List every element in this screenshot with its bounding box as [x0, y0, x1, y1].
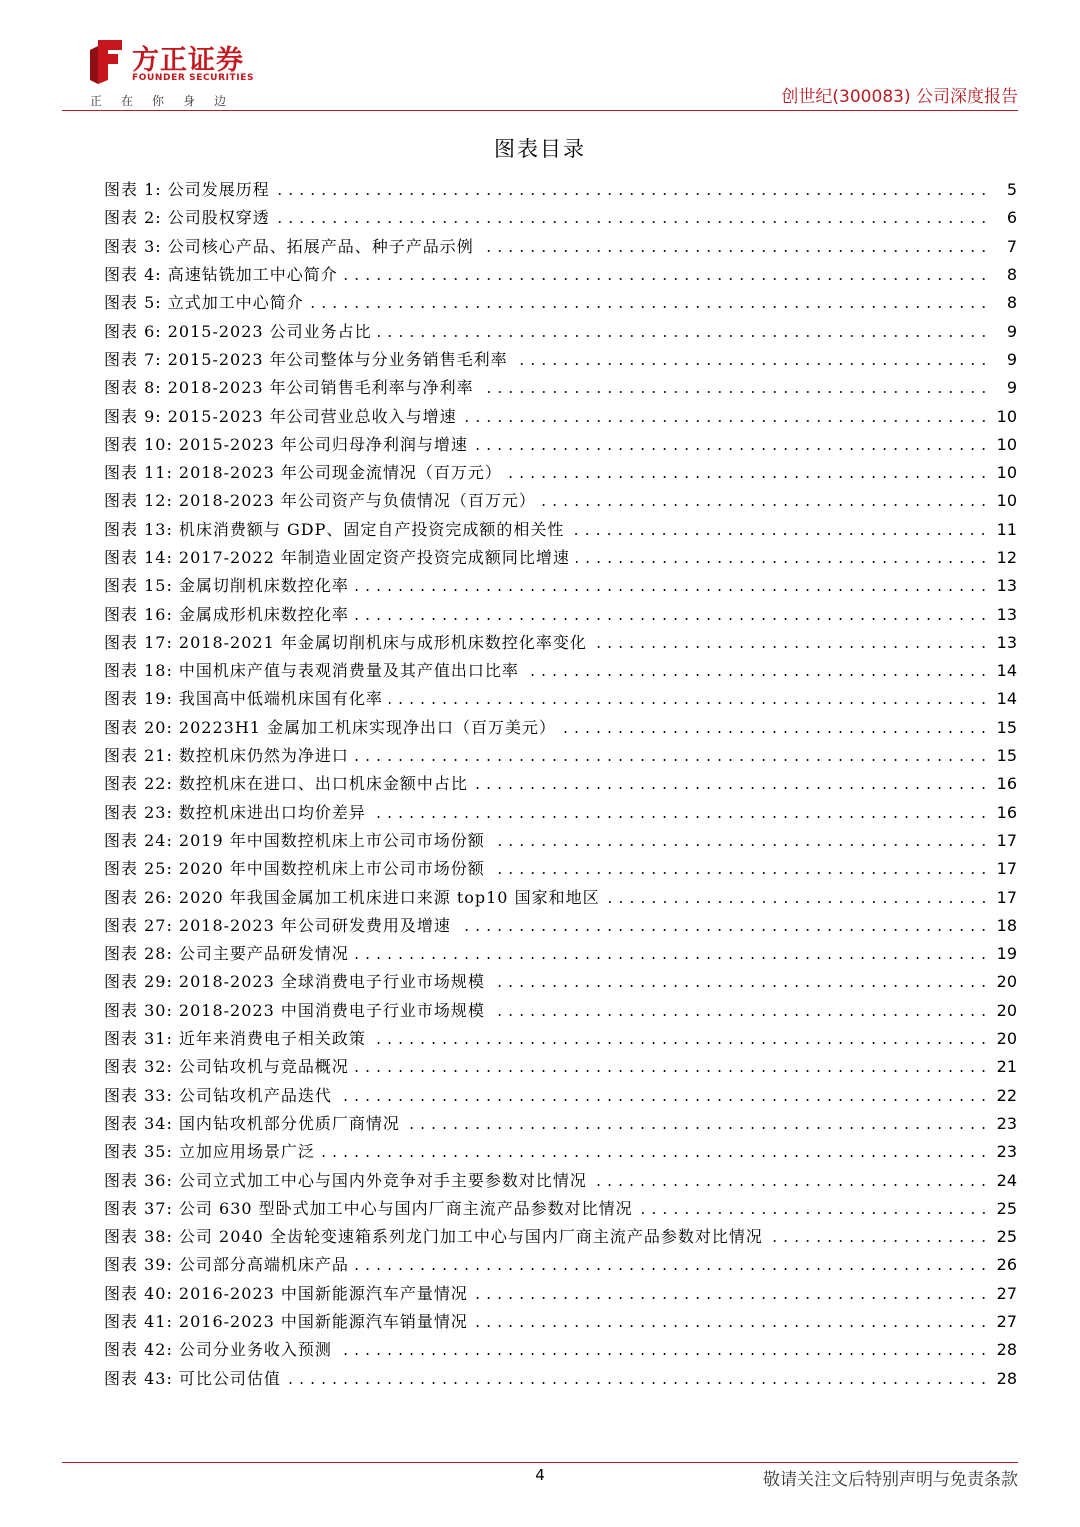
toc-entry-page[interactable]: 8: [1006, 265, 1017, 285]
toc-entry-label[interactable]: 图表 12: 2018-2023 年公司资产与负债情况（百万元）: [104, 491, 536, 511]
toc-entry-label[interactable]: 图表 6: 2015-2023 公司业务占比: [104, 321, 372, 341]
toc-entry-page[interactable]: 25: [996, 1198, 1017, 1218]
toc-entry[interactable]: [104, 600, 1017, 628]
toc-entry-page[interactable]: 15: [996, 746, 1017, 766]
brand-name-cn: 方正证券: [132, 45, 244, 76]
toc-entry-page[interactable]: 25: [996, 1227, 1017, 1247]
toc-dot-leader: [355, 589, 989, 591]
toc-entry[interactable]: [104, 883, 1017, 911]
toc-entry-page[interactable]: 24: [996, 1170, 1017, 1190]
toc-entry-page[interactable]: 20: [996, 972, 1017, 992]
toc-entry-page[interactable]: 5: [1006, 180, 1017, 200]
toc-dot-leader: [491, 872, 989, 874]
toc-entry-label[interactable]: 图表 3: 公司核心产品、拓展产品、种子产品示例: [104, 236, 474, 256]
toc-dot-leader: [474, 1297, 989, 1299]
toc-entry-label[interactable]: 图表 7: 2015-2023 年公司整体与分业务销售毛利率: [104, 349, 508, 369]
header-divider: [62, 110, 1018, 111]
toc-dot-leader: [606, 901, 989, 903]
toc-entry-page[interactable]: 27: [996, 1283, 1017, 1303]
toc-dot-leader: [542, 504, 989, 506]
toc-entry[interactable]: [104, 912, 1017, 940]
toc-dot-leader: [491, 1014, 989, 1016]
toc-dot-leader: [276, 193, 989, 195]
toc-dot-leader: [287, 1382, 989, 1384]
toc-entry-page[interactable]: 20: [996, 1000, 1017, 1020]
toc-entry-label[interactable]: 图表 2: 公司股权穿透: [104, 208, 270, 228]
toc-entry[interactable]: [104, 997, 1017, 1025]
toc-entry-page[interactable]: 10: [996, 463, 1017, 483]
toc-entry[interactable]: [104, 261, 1017, 289]
toc-entry[interactable]: [104, 1280, 1017, 1308]
toc-dot-leader: [474, 448, 989, 450]
toc-dot-leader: [474, 1325, 989, 1327]
toc-entry[interactable]: [104, 770, 1017, 798]
toc-dot-leader: [639, 1212, 989, 1214]
toc-entry-label[interactable]: 图表 4: 高速钻铣加工中心简介: [104, 265, 338, 285]
toc-entry[interactable]: [104, 1308, 1017, 1336]
toc-entry-page[interactable]: 10: [996, 434, 1017, 454]
toc-dot-leader: [276, 221, 989, 223]
toc-entry[interactable]: [104, 1110, 1017, 1138]
toc-entry-page[interactable]: 14: [996, 661, 1017, 681]
toc-dot-leader: [593, 646, 989, 648]
toc-entry-page[interactable]: 21: [996, 1057, 1017, 1077]
toc-entry-label[interactable]: 图表 32: 公司钻攻机与竞品概况: [104, 1057, 349, 1077]
toc-entry-label[interactable]: 图表 17: 2018-2021 年金属切削机床与成形机床数控化率变化: [104, 632, 587, 652]
toc-entry-label[interactable]: 图表 37: 公司 630 型卧式加工中心与国内厂商主流产品参数对比情况: [104, 1198, 633, 1218]
toc-entry-page[interactable]: 23: [996, 1113, 1017, 1133]
toc-dot-leader: [355, 759, 989, 761]
toc-entry-page[interactable]: 18: [996, 915, 1017, 935]
toc-entry-page[interactable]: 23: [996, 1142, 1017, 1162]
toc-entry[interactable]: [104, 317, 1017, 345]
toc-entry[interactable]: [104, 1336, 1017, 1364]
toc-dot-leader: [372, 816, 989, 818]
toc-entry-label[interactable]: 图表 42: 公司分业务收入预测: [104, 1340, 332, 1360]
toc-entry-label[interactable]: 图表 15: 金属切削机床数控化率: [104, 576, 349, 596]
toc-entry[interactable]: [104, 289, 1017, 317]
toc-entry-label[interactable]: 图表 28: 公司主要产品研发情况: [104, 944, 349, 964]
footer-divider: [62, 1462, 1018, 1463]
toc-entry-label[interactable]: 图表 13: 机床消费额与 GDP、固定自产投资完成额的相关性: [104, 519, 565, 539]
toc-dot-leader: [321, 1155, 989, 1157]
toc-entry-page[interactable]: 12: [996, 548, 1017, 567]
toc-entry-label[interactable]: 图表 10: 2015-2023 年公司归母净利润与增速: [104, 434, 468, 454]
toc-title: 图表目录: [494, 137, 586, 161]
toc-entry-label[interactable]: 图表 34: 国内钻攻机部分优质厂商情况: [104, 1113, 400, 1133]
toc-entry-label[interactable]: 图表 1: 公司发展历程: [104, 180, 270, 200]
toc-dot-leader: [310, 306, 989, 308]
toc-dot-leader: [562, 731, 989, 733]
toc-dot-leader: [463, 420, 989, 422]
toc-entry-label[interactable]: 图表 35: 立加应用场景广泛: [104, 1142, 315, 1162]
toc-entry-page[interactable]: 8: [1006, 293, 1017, 313]
toc-entry[interactable]: [104, 629, 1017, 657]
toc-dot-leader: [355, 618, 989, 620]
toc-entry-page[interactable]: 13: [996, 576, 1017, 596]
toc-dot-leader: [570, 533, 989, 535]
toc-dot-leader: [355, 1070, 989, 1072]
toc-dot-leader: [344, 278, 989, 280]
toc-dot-leader: [480, 250, 989, 252]
toc-entry-page[interactable]: 22: [996, 1085, 1017, 1105]
report-title: 创世纪(300083) 公司深度报告: [781, 87, 1018, 107]
toc-entry[interactable]: [104, 233, 1017, 261]
table-of-figures: [104, 176, 1017, 1393]
page-header: [62, 30, 1018, 110]
toc-dot-leader: [406, 1127, 989, 1129]
toc-entry[interactable]: [104, 685, 1017, 713]
toc-dot-leader: [508, 476, 989, 478]
toc-entry-page[interactable]: 17: [996, 887, 1017, 907]
toc-entry-page[interactable]: 15: [996, 717, 1017, 737]
toc-entry-page[interactable]: 16: [996, 802, 1017, 822]
toc-entry-label[interactable]: 图表 30: 2018-2023 中国消费电子行业市场规模: [104, 1000, 485, 1020]
toc-entry[interactable]: [104, 1195, 1017, 1223]
toc-entry-label[interactable]: 图表 26: 2020 年我国金属加工机床进口来源 top10 国家和地区: [104, 887, 600, 907]
toc-entry[interactable]: [104, 968, 1017, 996]
toc-entry[interactable]: [104, 1025, 1017, 1053]
toc-entry-page[interactable]: 6: [1006, 208, 1017, 228]
toc-entry-label[interactable]: 图表 38: 公司 2040 全齿轮变速箱系列龙门加工中心与国内厂商主流产品参数对比情况: [104, 1227, 763, 1247]
toc-entry-page[interactable]: 7: [1006, 236, 1017, 256]
toc-dot-leader: [389, 702, 989, 704]
toc-entry-page[interactable]: 10: [996, 406, 1017, 426]
toc-dot-leader: [491, 985, 989, 987]
toc-dot-leader: [355, 957, 989, 959]
toc-entry[interactable]: [104, 1364, 1017, 1392]
page-number: 4: [535, 1466, 545, 1484]
toc-entry[interactable]: [104, 940, 1017, 968]
toc-dot-leader: [338, 1353, 989, 1355]
toc-entry[interactable]: [104, 544, 1017, 572]
toc-dot-leader: [593, 1184, 989, 1186]
toc-dot-leader: [769, 1240, 989, 1242]
toc-entry-label[interactable]: 图表 43: 可比公司估值: [104, 1368, 281, 1388]
toc-entry-label[interactable]: 图表 5: 立式加工中心简介: [104, 293, 304, 313]
toc-entry[interactable]: [104, 1053, 1017, 1081]
toc-entry-page[interactable]: 10: [996, 491, 1017, 511]
toc-dot-leader: [378, 335, 989, 337]
toc-entry[interactable]: [104, 714, 1017, 742]
toc-entry-page[interactable]: 9: [1006, 349, 1017, 369]
toc-entry[interactable]: [104, 572, 1017, 600]
toc-entry-label[interactable]: 图表 8: 2018-2023 年公司销售毛利率与净利率: [104, 378, 474, 398]
toc-entry-label[interactable]: 图表 20: 20223H1 金属加工机床实现净出口（百万美元）: [104, 717, 557, 737]
toc-dot-leader: [491, 844, 989, 846]
toc-entry-label[interactable]: 图表 33: 公司钻攻机产品迭代: [104, 1085, 332, 1105]
toc-entry-label[interactable]: 图表 40: 2016-2023 中国新能源汽车产量情况: [104, 1283, 468, 1303]
toc-entry-label[interactable]: 图表 9: 2015-2023 年公司营业总收入与增速: [104, 406, 457, 426]
toc-dot-leader: [480, 391, 989, 393]
toc-entry[interactable]: [104, 459, 1017, 487]
toc-entry-label[interactable]: 图表 24: 2019 年中国数控机床上市公司市场份额: [104, 830, 485, 850]
toc-entry[interactable]: [104, 1138, 1017, 1166]
toc-dot-leader: [355, 1268, 989, 1270]
brand-name-en: FOUNDER SECURITIES: [132, 73, 255, 83]
toc-dot-leader: [514, 363, 989, 365]
toc-entry[interactable]: [104, 1223, 1017, 1251]
toc-entry-page[interactable]: 9: [1006, 321, 1017, 341]
toc-entry[interactable]: [104, 657, 1017, 685]
toc-entry-label[interactable]: 图表 18: 中国机床产值与表观消费量及其产值出口比率: [104, 661, 519, 681]
founder-securities-logo: [86, 36, 286, 86]
toc-entry[interactable]: [104, 742, 1017, 770]
toc-entry-label[interactable]: 图表 21: 数控机床仍然为净进口: [104, 746, 349, 766]
toc-entry-label[interactable]: 图表 11: 2018-2023 年公司现金流情况（百万元）: [104, 463, 502, 483]
toc-entry-page[interactable]: 13: [996, 632, 1017, 652]
toc-entry-page[interactable]: 13: [996, 604, 1017, 624]
toc-dot-leader: [474, 787, 989, 789]
toc-entry-label[interactable]: 图表 39: 公司部分高端机床产品: [104, 1255, 349, 1275]
toc-dot-leader: [372, 1042, 989, 1044]
toc-entry[interactable]: [104, 1166, 1017, 1194]
toc-entry-label[interactable]: 图表 41: 2016-2023 中国新能源汽车销量情况: [104, 1312, 468, 1332]
footer-disclaimer: 敬请关注文后特别声明与免责条款: [763, 1470, 1018, 1490]
toc-entry[interactable]: [104, 1251, 1017, 1279]
toc-entry[interactable]: [104, 855, 1017, 883]
toc-entry-label[interactable]: 图表 31: 近年来消费电子相关政策: [104, 1029, 366, 1049]
toc-entry-label[interactable]: 图表 29: 2018-2023 全球消费电子行业市场规模: [104, 972, 485, 992]
toc-entry[interactable]: [104, 487, 1017, 515]
slogan: 正在你身边: [90, 94, 246, 108]
toc-entry-label[interactable]: 图表 14: 2017-2022 年制造业固定资产投资完成额同比增速: [104, 548, 570, 567]
toc-entry-page[interactable]: 19: [996, 944, 1017, 964]
toc-entry[interactable]: [104, 827, 1017, 855]
toc-entry-page[interactable]: 17: [996, 859, 1017, 879]
toc-entry-page[interactable]: 17: [996, 830, 1017, 850]
toc-dot-leader: [338, 1099, 989, 1101]
toc-entry-label[interactable]: 图表 36: 公司立式加工中心与国内外竞争对手主要参数对比情况: [104, 1170, 587, 1190]
toc-dot-leader: [525, 674, 989, 676]
toc-entry-page[interactable]: 14: [996, 689, 1017, 709]
toc-entry-page[interactable]: 28: [996, 1368, 1017, 1388]
toc-entry[interactable]: [104, 431, 1017, 459]
toc-entry[interactable]: [104, 1082, 1017, 1110]
toc-entry-label[interactable]: 图表 27: 2018-2023 年公司研发费用及增速: [104, 915, 451, 935]
toc-entry[interactable]: [104, 516, 1017, 544]
toc-entry-page[interactable]: 16: [996, 774, 1017, 794]
toc-entry-label[interactable]: 图表 16: 金属成形机床数控化率: [104, 604, 349, 624]
toc-dot-leader: [576, 561, 989, 563]
logo-mark-icon: [86, 36, 126, 86]
toc-entry-page[interactable]: 20: [996, 1029, 1017, 1049]
toc-entry-page[interactable]: 27: [996, 1312, 1017, 1332]
toc-entry-label[interactable]: 图表 25: 2020 年中国数控机床上市公司市场份额: [104, 859, 485, 879]
toc-entry-label[interactable]: 图表 22: 数控机床在进口、出口机床金额中占比: [104, 774, 468, 794]
toc-dot-leader: [457, 929, 989, 931]
toc-entry[interactable]: [104, 402, 1017, 430]
toc-entry-page[interactable]: 28: [996, 1340, 1017, 1360]
toc-entry[interactable]: [104, 176, 1017, 204]
toc-entry-page[interactable]: 26: [996, 1255, 1017, 1275]
toc-entry[interactable]: [104, 799, 1017, 827]
toc-entry-label[interactable]: 图表 23: 数控机床进出口均价差异: [104, 802, 366, 822]
toc-entry-page[interactable]: 9: [1006, 378, 1017, 398]
toc-entry[interactable]: [104, 374, 1017, 402]
toc-entry[interactable]: [104, 346, 1017, 374]
toc-entry-page[interactable]: 11: [996, 519, 1017, 539]
toc-entry-label[interactable]: 图表 19: 我国高中低端机床国有化率: [104, 689, 383, 709]
toc-entry[interactable]: [104, 204, 1017, 232]
